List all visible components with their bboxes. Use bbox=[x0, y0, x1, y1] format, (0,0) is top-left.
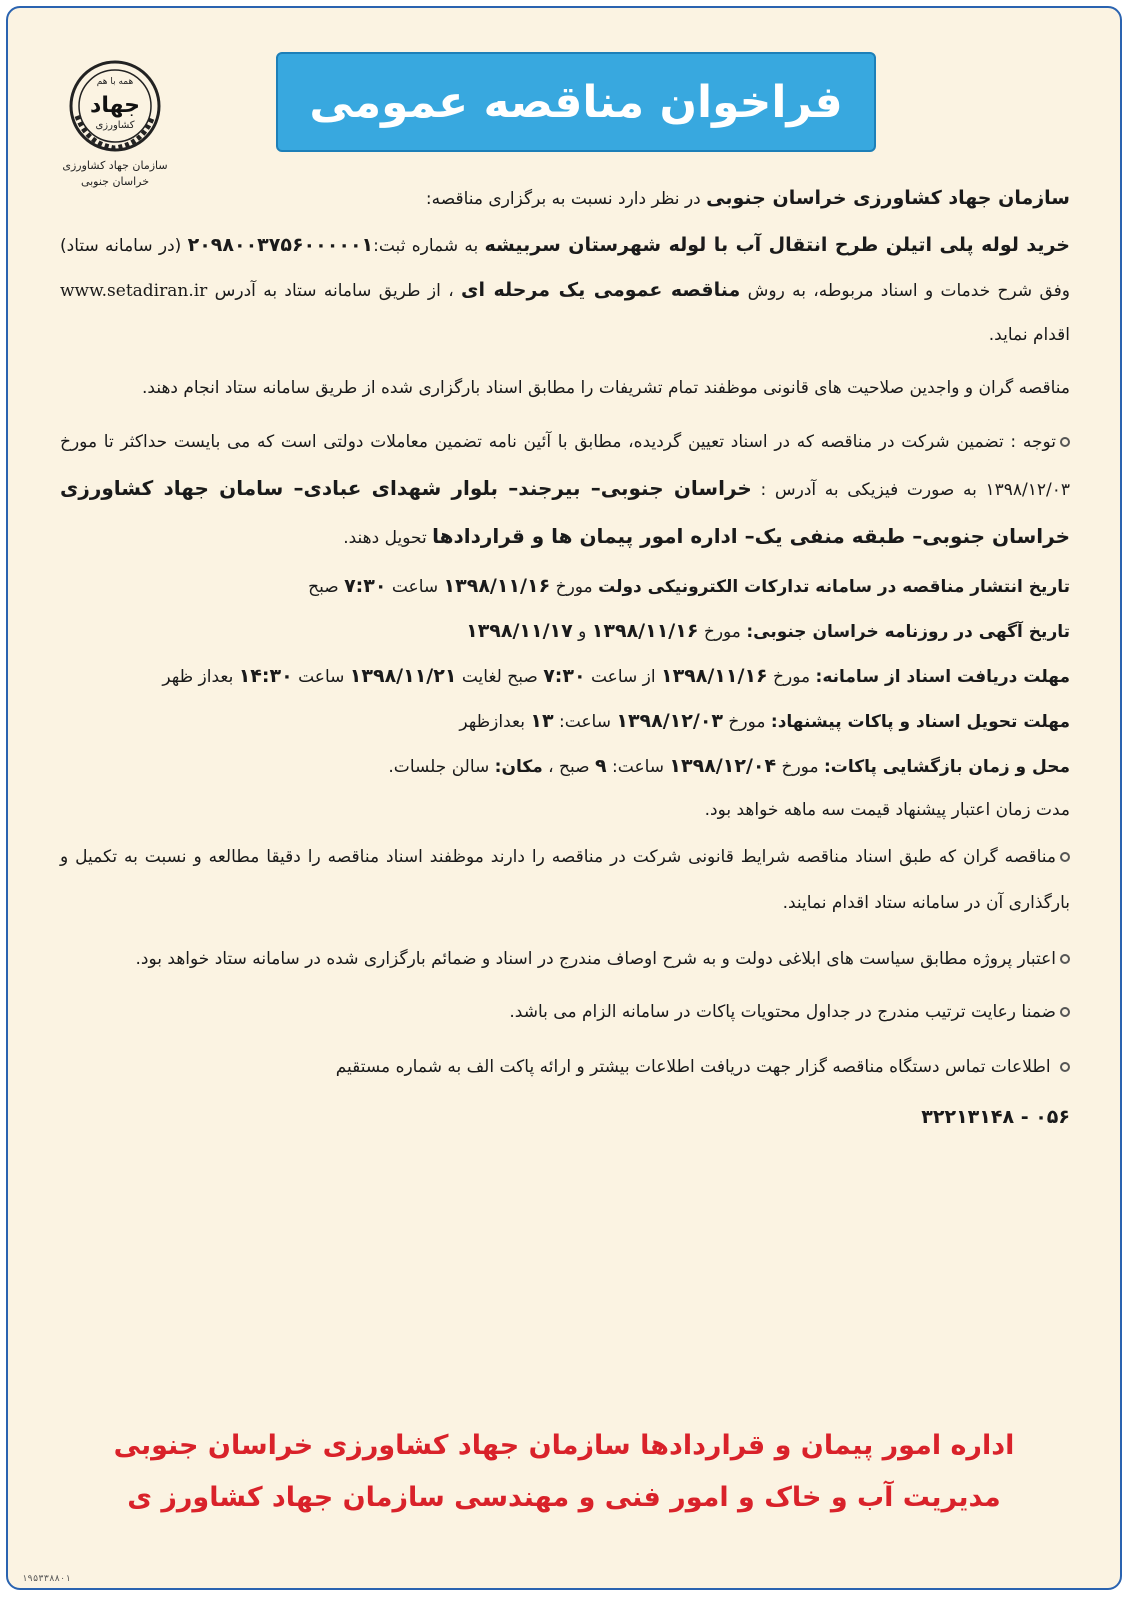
guarantee-tail: تحویل دهند. bbox=[343, 528, 433, 548]
logo-top-text: همه با هم bbox=[96, 77, 134, 87]
schedule-opening bbox=[60, 751, 1070, 782]
intro-org: سازمان جهاد کشاورزی خراسان جنوبی bbox=[706, 187, 1070, 209]
bullet-icon bbox=[1060, 954, 1070, 964]
bullet-icon bbox=[1060, 437, 1070, 447]
receive-until: صبح لغایت bbox=[456, 667, 544, 687]
newspaper-date1: ۱۳۹۸/۱۱/۱۶ bbox=[591, 620, 699, 642]
receive-from-prefix: از ساعت bbox=[585, 667, 661, 687]
opening-time-prefix: ساعت: bbox=[606, 757, 670, 777]
deliver-date-prefix: مورخ bbox=[723, 712, 771, 732]
receive-time2: ۱۴:۳۰ bbox=[238, 665, 293, 687]
subject-reg-prefix: به شماره ثبت: bbox=[373, 236, 485, 256]
opening-label: محل و زمان بازگشایی پاکات: bbox=[823, 757, 1070, 777]
opening-place-label: مکان: bbox=[494, 757, 543, 777]
validity-paragraph: مدت زمان اعتبار پیشنهاد قیمت سه ماهه خواهد بود. bbox=[704, 800, 1070, 820]
logo-caption-line2: خراسان جنوبی bbox=[80, 175, 150, 188]
subject-tail-after-url: اقدام نماید. bbox=[988, 325, 1070, 345]
subject-paragraph bbox=[60, 223, 1070, 357]
schedule-receive bbox=[60, 661, 1070, 692]
publish-time-suffix: صبح bbox=[308, 577, 345, 597]
publish-label: تاریخ انتشار مناقصه در سامانه تدارکات الکترونیکی دولت bbox=[598, 577, 1070, 597]
receive-date1: ۱۳۹۸/۱۱/۱۶ bbox=[660, 665, 768, 687]
schedule-newspaper bbox=[60, 616, 1070, 647]
note-text: اعتبار پروژه مطابق سیاست های ابلاغی دولت و به شرح اوصاف مندرج در اسناد و ضمائم بارگزاری شده در سامانه ستاد خواهد بود. bbox=[135, 949, 1056, 969]
note-item bbox=[60, 992, 1070, 1032]
footer-line1: اداره امور پیمان و قراردادها سازمان جهاد کشاورزی خراسان جنوبی bbox=[113, 1430, 1015, 1461]
note-item bbox=[60, 936, 1070, 982]
intro-paragraph bbox=[60, 184, 1070, 213]
bidders-paragraph: مناقصه گران و واجدین صلاحیت های قانونی موظفند تمام تشریفات را مطابق اسناد بارگزاری شده از طریق سامانه ستاد انجام دهند. bbox=[142, 378, 1070, 398]
bullet-icon bbox=[1060, 1062, 1070, 1072]
page-title: فراخوان مناقصه عمومی bbox=[309, 76, 843, 128]
opening-date: ۱۳۹۸/۱۲/۰۴ bbox=[669, 755, 777, 777]
note-text: مناقصه گران که طبق اسناد مناقصه شرایط قانونی شرکت در مناقصه را دارند موظفند اسناد مناقصه را دقیقا مطالعه و نسبت به تکمیل و بارگذاری آن در سامانه ستاد اقدام نمایند. bbox=[60, 847, 1070, 913]
publish-time: ۷:۳۰ bbox=[344, 575, 387, 597]
newspaper-date2: ۱۳۹۸/۱۱/۱۷ bbox=[466, 620, 573, 642]
guarantee-paragraph bbox=[60, 419, 1070, 561]
notice-body bbox=[60, 184, 1070, 1153]
publish-date-prefix: مورخ bbox=[550, 577, 599, 597]
publish-time-prefix: ساعت bbox=[386, 577, 444, 597]
guarantee-lead: توجه : تضمین شرکت در مناقصه که در اسناد تعیین گردیده، مطابق با آئین نامه تضمین معاملات دولتی است که می بایست حداکثر تا مورخ ۱۳۹۸/۱۲/۰۳ به صورت فیزیکی به آدرس : bbox=[60, 432, 1070, 500]
deliver-date: ۱۳۹۸/۱۲/۰۳ bbox=[616, 710, 724, 732]
title-banner bbox=[276, 52, 876, 152]
receive-date-prefix: مورخ bbox=[767, 667, 816, 687]
intro-rest: در نظر دارد نسبت به برگزاری مناقصه: bbox=[425, 189, 707, 209]
footer-signature bbox=[8, 1420, 1120, 1524]
bullet-icon bbox=[1060, 1007, 1070, 1017]
footer-line2: مدیریت آب و خاک و امور فنی و مهندسی سازمان جهاد کشاورز ی bbox=[127, 1482, 1001, 1513]
notice-frame bbox=[6, 6, 1122, 1590]
guarantee-address: خراسان جنوبی– بیرجند– بلوار شهدای عبادی– سامان جهاد کشاورزی خراسان جنوبی– طبقه منفی یک– اداره امور پیمان ها و قراردادها bbox=[60, 476, 1070, 548]
receive-time1: ۷:۳۰ bbox=[543, 665, 586, 687]
subject-reg-suffix: (در سامانه ستاد) وفق شرح خدمات و اسناد مربوطه، به روش bbox=[60, 236, 1071, 301]
subject-method: مناقصه عمومی یک مرحله ای bbox=[461, 279, 741, 301]
deliver-time-suffix: بعدازظهر bbox=[459, 712, 531, 732]
contact-text: اطلاعات تماس دستگاه مناقصه گزار جهت دریافت اطلاعات بیشتر و ارائه پاکت الف به شماره مستقیم bbox=[335, 1057, 1056, 1077]
bullet-icon bbox=[1060, 852, 1070, 862]
deliver-time: ۱۳ bbox=[530, 710, 554, 732]
receive-label: مهلت دریافت اسناد از سامانه: bbox=[815, 667, 1070, 687]
contact-phone: ۰۵۶ - ۳۲۲۱۳۱۴۸ bbox=[921, 1106, 1070, 1128]
newspaper-and: و bbox=[572, 622, 592, 642]
contact-paragraph bbox=[60, 1042, 1070, 1143]
opening-date-prefix: مورخ bbox=[776, 757, 824, 777]
jahad-keshavarzi-logo-icon bbox=[67, 58, 163, 154]
newspaper-date-prefix: مورخ bbox=[698, 622, 747, 642]
receive-time-prefix: ساعت bbox=[292, 667, 350, 687]
logo-caption-line1: سازمان جهاد کشاورزی bbox=[62, 159, 168, 172]
subject-tail-before-url: ، از طریق سامانه ستاد به آدرس bbox=[207, 281, 462, 301]
logo bbox=[60, 58, 170, 190]
logo-main-text: جهاد bbox=[90, 93, 140, 118]
note-item bbox=[60, 834, 1070, 926]
publish-date: ۱۳۹۸/۱۱/۱۶ bbox=[443, 575, 551, 597]
subject-reg-number: ۲۰۹۸۰۰۳۷۵۶۰۰۰۰۰۱ bbox=[187, 234, 374, 256]
newspaper-label: تاریخ آگهی در روزنامه خراسان جنوبی: bbox=[746, 622, 1070, 642]
ad-code: ۱۹۵۳۳۸۸۰۱ bbox=[22, 1574, 71, 1584]
opening-place: سالن جلسات. bbox=[388, 757, 495, 777]
logo-sub-text: کشاورزی bbox=[95, 120, 135, 131]
receive-date2: ۱۳۹۸/۱۱/۲۱ bbox=[349, 665, 457, 687]
schedule-deliver bbox=[60, 706, 1070, 737]
subject-title: خرید لوله پلی اتیلن طرح انتقال آب با لوله شهرستان سربیشه bbox=[484, 234, 1070, 256]
opening-time: ۹ bbox=[595, 755, 607, 777]
deliver-time-prefix: ساعت: bbox=[553, 712, 617, 732]
receive-time-suffix: بعداز ظهر bbox=[162, 667, 239, 687]
note-text: ضمنا رعایت ترتیب مندرج در جداول محتویات پاکات در سامانه الزام می باشد. bbox=[509, 1002, 1056, 1022]
deliver-label: مهلت تحویل اسناد و پاکات پیشنهاد: bbox=[770, 712, 1070, 732]
setad-url-link[interactable]: www.setadiran.ir bbox=[60, 281, 208, 301]
opening-time-suffix: صبح ، bbox=[542, 757, 596, 777]
schedule-publish bbox=[60, 571, 1070, 602]
